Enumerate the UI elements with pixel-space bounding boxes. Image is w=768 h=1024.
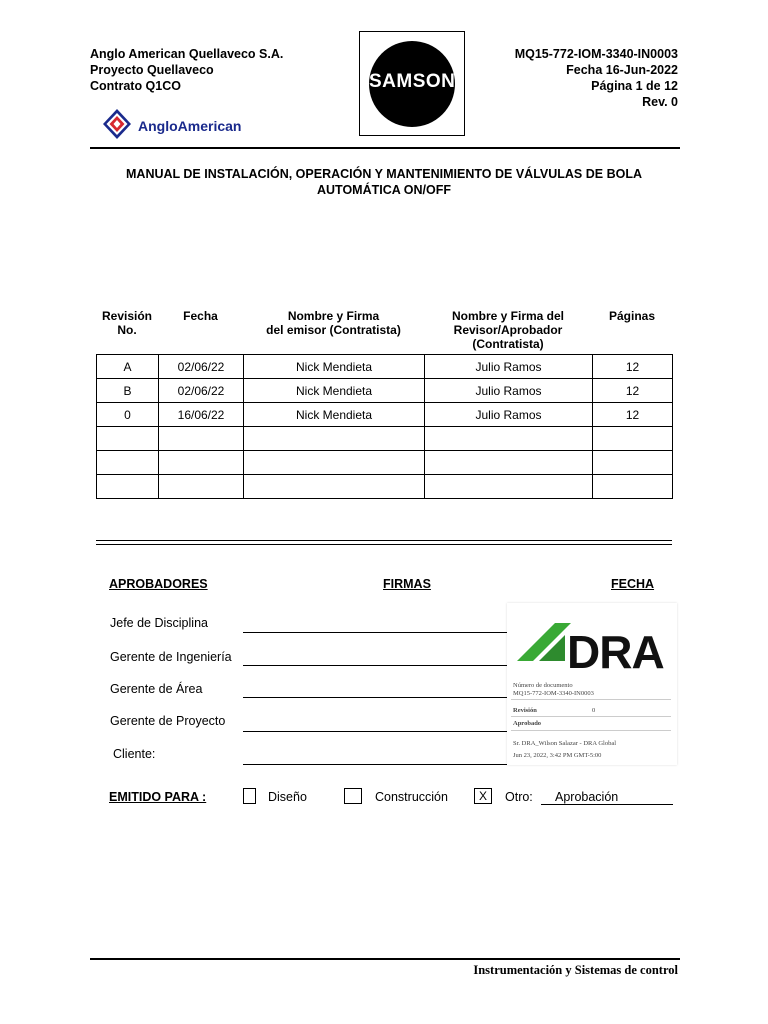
role-client: Cliente: bbox=[113, 747, 156, 761]
document-date: Fecha 16-Jun-2022 bbox=[566, 63, 678, 77]
other-checkbox[interactable]: X bbox=[474, 788, 492, 804]
table-cell bbox=[425, 475, 593, 499]
table-cell: 12 bbox=[593, 355, 673, 379]
section-divider bbox=[96, 544, 672, 545]
table-row bbox=[97, 475, 673, 499]
stamp-revision: 0 bbox=[592, 707, 596, 714]
col-header-reviewer: Nombre y Firma del Revisor/Aprobador (Contratista) bbox=[451, 309, 565, 351]
anglo-american-emblem-icon bbox=[100, 108, 134, 140]
table-cell bbox=[593, 451, 673, 475]
table-cell: 02/06/22 bbox=[159, 379, 244, 403]
table-cell bbox=[159, 475, 244, 499]
col-header-date: Fecha bbox=[183, 309, 218, 323]
stamp-status: Aprobado bbox=[513, 720, 542, 727]
footer-text: Instrumentación y Sistemas de control bbox=[473, 963, 678, 977]
col-header-issuer: Nombre y Firma del emisor (Contratista) bbox=[266, 309, 401, 337]
role-discipline-lead: Jefe de Disciplina bbox=[110, 616, 208, 630]
header-divider bbox=[90, 147, 680, 149]
table-cell bbox=[244, 451, 425, 475]
role-project-manager: Gerente de Proyecto bbox=[110, 714, 226, 728]
table-row bbox=[97, 451, 673, 475]
table-cell: 12 bbox=[593, 379, 673, 403]
design-option-label: Diseño bbox=[268, 790, 307, 804]
other-option-label: Otro: bbox=[505, 790, 533, 804]
table-cell: Julio Ramos bbox=[425, 379, 593, 403]
construction-option-label: Construcción bbox=[375, 790, 448, 804]
design-checkbox[interactable] bbox=[243, 788, 256, 804]
document-title: MANUAL DE INSTALACIÓN, OPERACIÓN Y MANTENIMIENTO DE VÁLVULAS DE BOLA AUTOMÁTICA ON/OFF bbox=[126, 167, 642, 197]
company-name: Anglo American Quellaveco S.A. bbox=[90, 47, 284, 61]
table-cell bbox=[244, 427, 425, 451]
col-header-revision: Revisión No. bbox=[101, 309, 152, 337]
table-cell: B bbox=[97, 379, 159, 403]
table-cell: Julio Ramos bbox=[425, 355, 593, 379]
project-name: Proyecto Quellaveco bbox=[90, 63, 214, 77]
table-cell bbox=[425, 427, 593, 451]
date-heading: FECHA bbox=[611, 577, 655, 591]
table-cell bbox=[97, 475, 159, 499]
section-divider bbox=[96, 540, 672, 541]
construction-checkbox[interactable] bbox=[344, 788, 362, 804]
contract-name: Contrato Q1CO bbox=[90, 79, 181, 93]
issued-for-label: EMITIDO PARA : bbox=[109, 790, 207, 804]
anglo-american-wordmark: AngloAmerican bbox=[138, 118, 242, 134]
table-row bbox=[97, 379, 673, 403]
stamp-timestamp: Jun 23, 2022, 3:42 PM GMT-5:00 bbox=[513, 752, 602, 759]
stamp-revision-label: Revisión bbox=[513, 707, 537, 714]
signatures-heading: FIRMAS bbox=[383, 577, 431, 591]
table-cell bbox=[97, 427, 159, 451]
table-cell bbox=[425, 451, 593, 475]
approvers-heading: APROBADORES bbox=[109, 577, 208, 591]
table-cell: Nick Mendieta bbox=[244, 403, 425, 427]
table-cell bbox=[97, 451, 159, 475]
role-area-manager: Gerente de Área bbox=[110, 682, 203, 696]
dra-chevron-icon bbox=[515, 621, 573, 663]
samson-logo bbox=[359, 31, 465, 136]
table-cell bbox=[159, 427, 244, 451]
table-cell: Nick Mendieta bbox=[244, 379, 425, 403]
table-cell: A bbox=[97, 355, 159, 379]
stamp-divider bbox=[511, 699, 671, 700]
table-cell bbox=[593, 475, 673, 499]
stamp-signer: Sr. DRA_Wilson Salazar - DRA Global bbox=[513, 740, 617, 747]
col-header-pages: Páginas bbox=[608, 309, 656, 323]
revision-table bbox=[96, 354, 673, 499]
table-cell bbox=[159, 451, 244, 475]
samson-logo-text: SAMSON bbox=[369, 71, 456, 92]
company-info bbox=[90, 46, 283, 94]
table-cell: 02/06/22 bbox=[159, 355, 244, 379]
anglo-american-logo bbox=[100, 108, 242, 140]
stamp-divider bbox=[511, 730, 671, 731]
table-cell: 0 bbox=[97, 403, 159, 427]
dra-logo: DRA bbox=[567, 626, 664, 678]
table-row bbox=[97, 355, 673, 379]
page-number: Página 1 de 12 bbox=[591, 79, 678, 93]
stamp-divider bbox=[511, 716, 671, 717]
other-value-underline bbox=[541, 804, 673, 805]
document-info bbox=[515, 46, 678, 110]
table-cell: Nick Mendieta bbox=[244, 355, 425, 379]
footer-divider bbox=[90, 958, 680, 960]
revision-number: Rev. 0 bbox=[642, 95, 678, 109]
role-engineering-manager: Gerente de Ingeniería bbox=[110, 650, 232, 664]
approval-stamp bbox=[507, 603, 677, 765]
stamp-doc-number: MQ15-772-IOM-3340-IN0003 bbox=[513, 690, 594, 697]
stamp-doc-number-label: Número de documento bbox=[513, 682, 573, 689]
table-cell bbox=[593, 427, 673, 451]
table-cell: 16/06/22 bbox=[159, 403, 244, 427]
table-cell: Julio Ramos bbox=[425, 403, 593, 427]
table-row bbox=[97, 427, 673, 451]
document-code: MQ15-772-IOM-3340-IN0003 bbox=[514, 47, 678, 61]
table-cell: 12 bbox=[593, 403, 673, 427]
other-value: Aprobación bbox=[555, 790, 619, 804]
table-row bbox=[97, 403, 673, 427]
table-cell bbox=[244, 475, 425, 499]
